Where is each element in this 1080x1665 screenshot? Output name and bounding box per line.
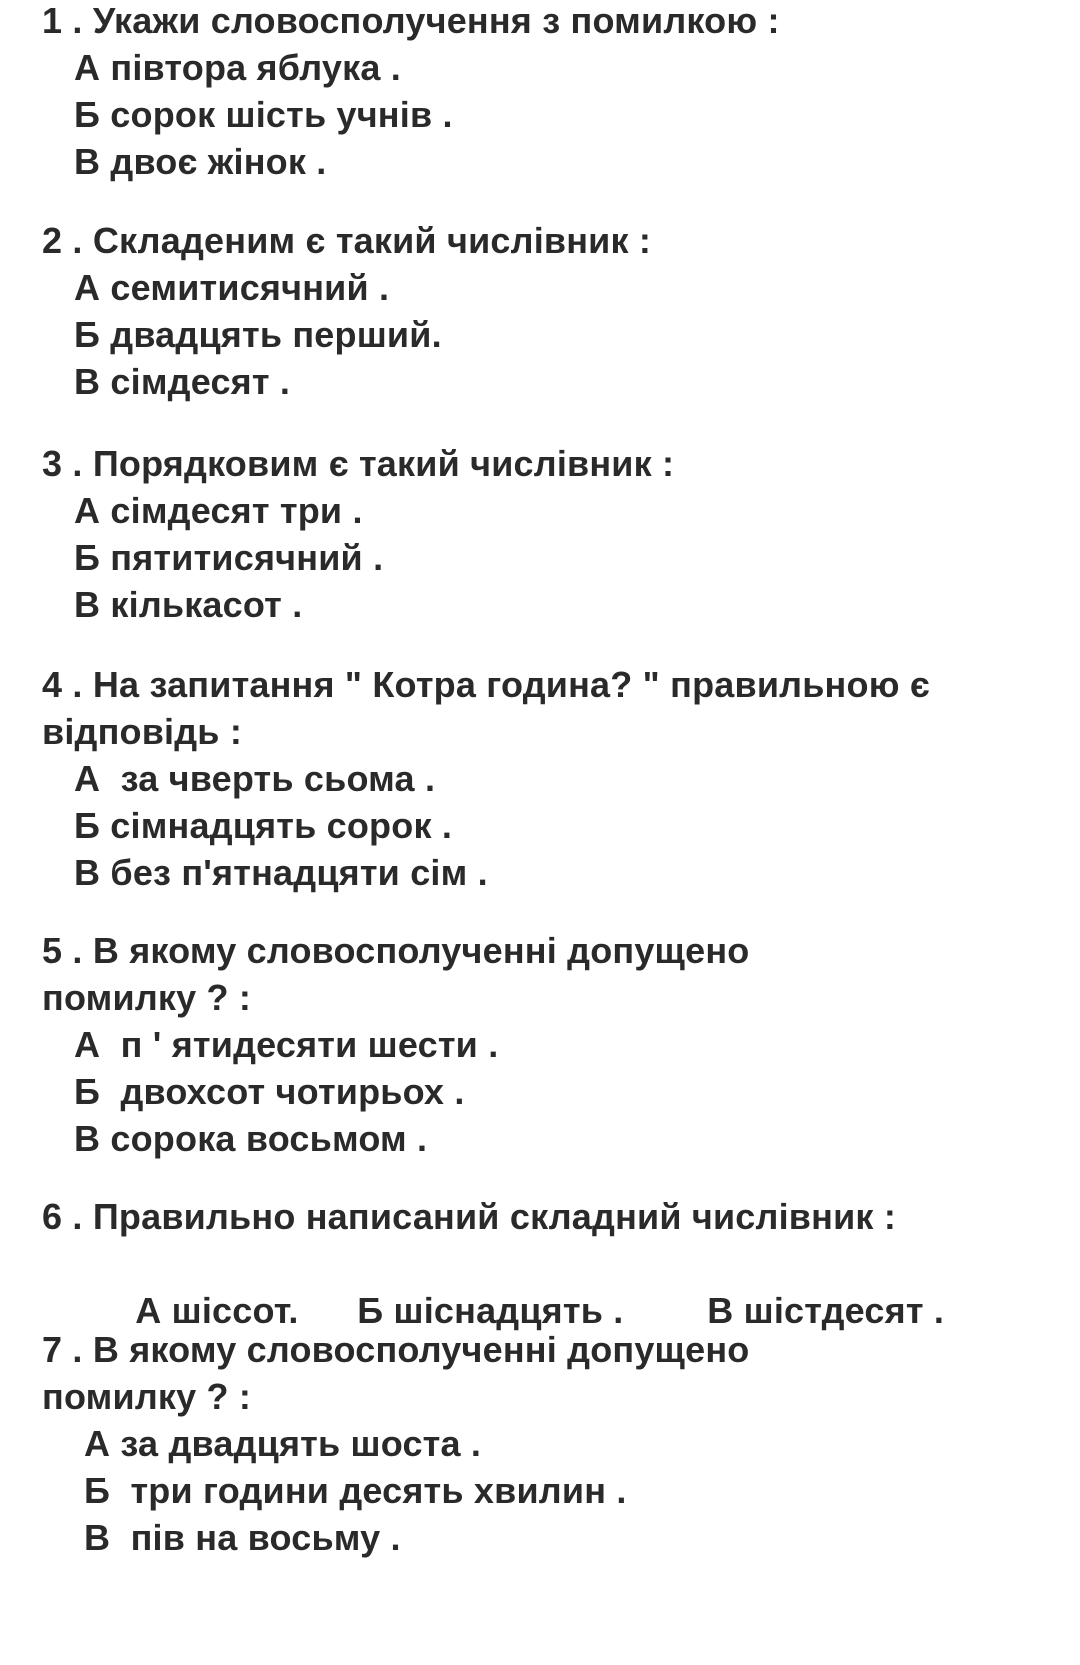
question-2	[42, 217, 1052, 405]
question-4-option-a: А за чверть сьома .	[74, 758, 436, 799]
question-2-option-c: В сімдесят .	[74, 361, 291, 402]
question-1-option-c: В двоє жінок .	[74, 141, 327, 182]
question-3-option-b: Б пятитисячний .	[74, 537, 384, 578]
question-3	[42, 440, 1052, 628]
question-6-text: 6 . Правильно написаний складний числівник :	[42, 1196, 897, 1237]
question-7-option-a: А за двадцять шоста .	[84, 1423, 482, 1464]
question-4-option-b: Б сімнадцять сорок .	[74, 805, 453, 846]
question-7-option-b: Б три години десять хвилин .	[84, 1470, 627, 1511]
question-5-option-c: В сорока восьмом .	[74, 1118, 428, 1159]
question-2-option-b: Б двадцять перший.	[74, 314, 442, 355]
question-4-text-line-2: відповідь :	[42, 711, 243, 752]
question-7-option-c: В пів на восьму .	[84, 1517, 401, 1558]
question-1-text: 1 . Укажи словосполучення з помилкою :	[42, 0, 780, 41]
question-4	[42, 661, 1052, 896]
question-2-text: 2 . Складеним є такий числівник :	[42, 220, 652, 261]
question-7-text-line-1: 7 . В якому словосполученні допущено	[42, 1329, 750, 1370]
question-7-text-line-2: помилку ? :	[42, 1376, 252, 1417]
question-1	[42, 0, 1052, 185]
question-3-option-c: В кількасот .	[74, 584, 303, 625]
question-2-option-a: А семитисячний .	[74, 267, 390, 308]
question-5-option-b: Б двохсот чотирьох .	[74, 1071, 465, 1112]
question-1-option-b: Б сорок шість учнів .	[74, 94, 453, 135]
question-4-text-line-1: 4 . На запитання " Котра година? " правильною є	[42, 664, 930, 705]
question-4-option-c: В без п'ятнадцяти сім .	[74, 852, 488, 893]
question-7	[42, 1326, 1052, 1561]
question-5-text-line-2: помилку ? :	[42, 977, 252, 1018]
question-5-option-a: А п ' ятидесяти шести .	[74, 1024, 499, 1065]
question-5	[42, 927, 1052, 1162]
question-6-option-b: Б шіснадцять .	[357, 1290, 624, 1331]
question-6-option-c: В шістдесят .	[707, 1290, 945, 1331]
question-1-option-a: А півтора яблука .	[74, 47, 401, 88]
question-3-option-a: А сімдесят три .	[74, 490, 363, 531]
question-5-text-line-1: 5 . В якому словосполученні допущено	[42, 930, 750, 971]
question-6-option-a: А шіссот.	[135, 1290, 299, 1331]
question-3-text: 3 . Порядковим є такий числівник :	[42, 443, 675, 484]
